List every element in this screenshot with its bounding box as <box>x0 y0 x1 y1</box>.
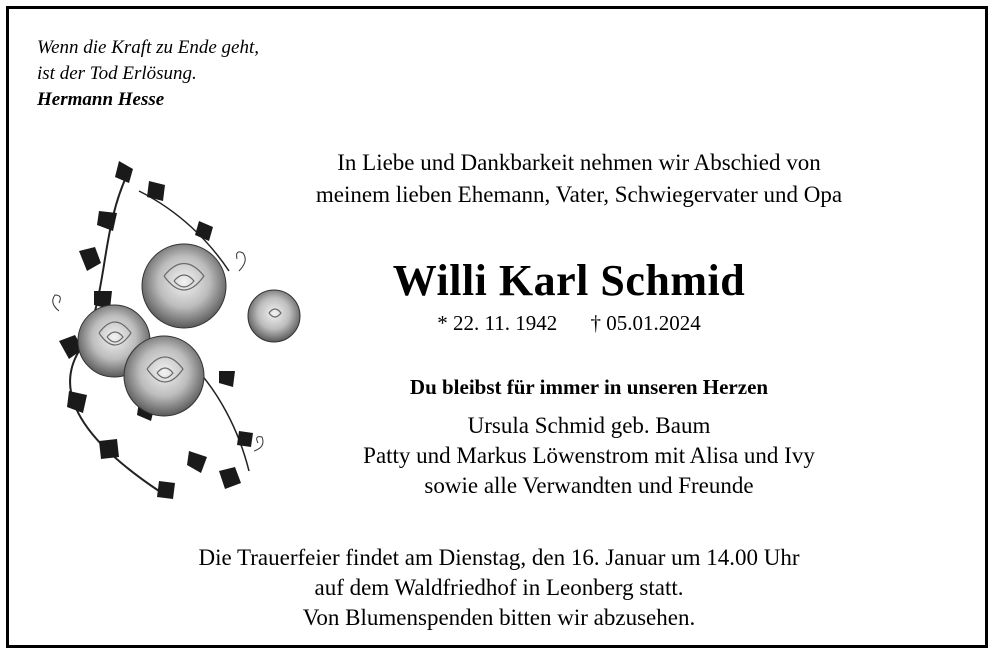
intro-line: meinem lieben Ehemann, Vater, Schwiegervater und Opa <box>315 182 843 207</box>
mourners-list <box>249 411 929 501</box>
ceremony-info <box>89 543 909 633</box>
obituary-frame <box>6 6 988 648</box>
mourner-line: Patty und Markus Löwenstrom mit Alisa und Ivy <box>363 443 815 468</box>
ceremony-line: auf dem Waldfriedhof in Leonberg statt. <box>314 575 684 600</box>
quote-block <box>37 35 259 113</box>
quote-line: ist der Tod Erlösung. <box>37 63 197 84</box>
memorial-motto: Du bleibst für immer in unseren Herzen <box>409 375 769 399</box>
death-date: † 05.01.2024 <box>590 311 701 335</box>
quote-line: Wenn die Kraft zu Ende geht, <box>37 37 259 58</box>
intro-text <box>239 147 919 211</box>
ceremony-line: Von Blumenspenden bitten wir abzusehen. <box>302 605 696 630</box>
birth-date: * 22. 11. 1942 <box>437 311 558 335</box>
intro-line: In Liebe und Dankbarkeit nehmen wir Abschied von <box>337 150 821 175</box>
deceased-name: Willi Karl Schmid <box>392 256 746 305</box>
ceremony-line: Die Trauerfeier findet am Dienstag, den 16. Januar um 14.00 Uhr <box>198 545 800 570</box>
mourner-line: Ursula Schmid geb. Baum <box>467 413 711 438</box>
mourner-line: sowie alle Verwandten und Freunde <box>424 473 754 498</box>
quote-author: Hermann Hesse <box>37 89 165 110</box>
life-dates <box>309 311 829 336</box>
